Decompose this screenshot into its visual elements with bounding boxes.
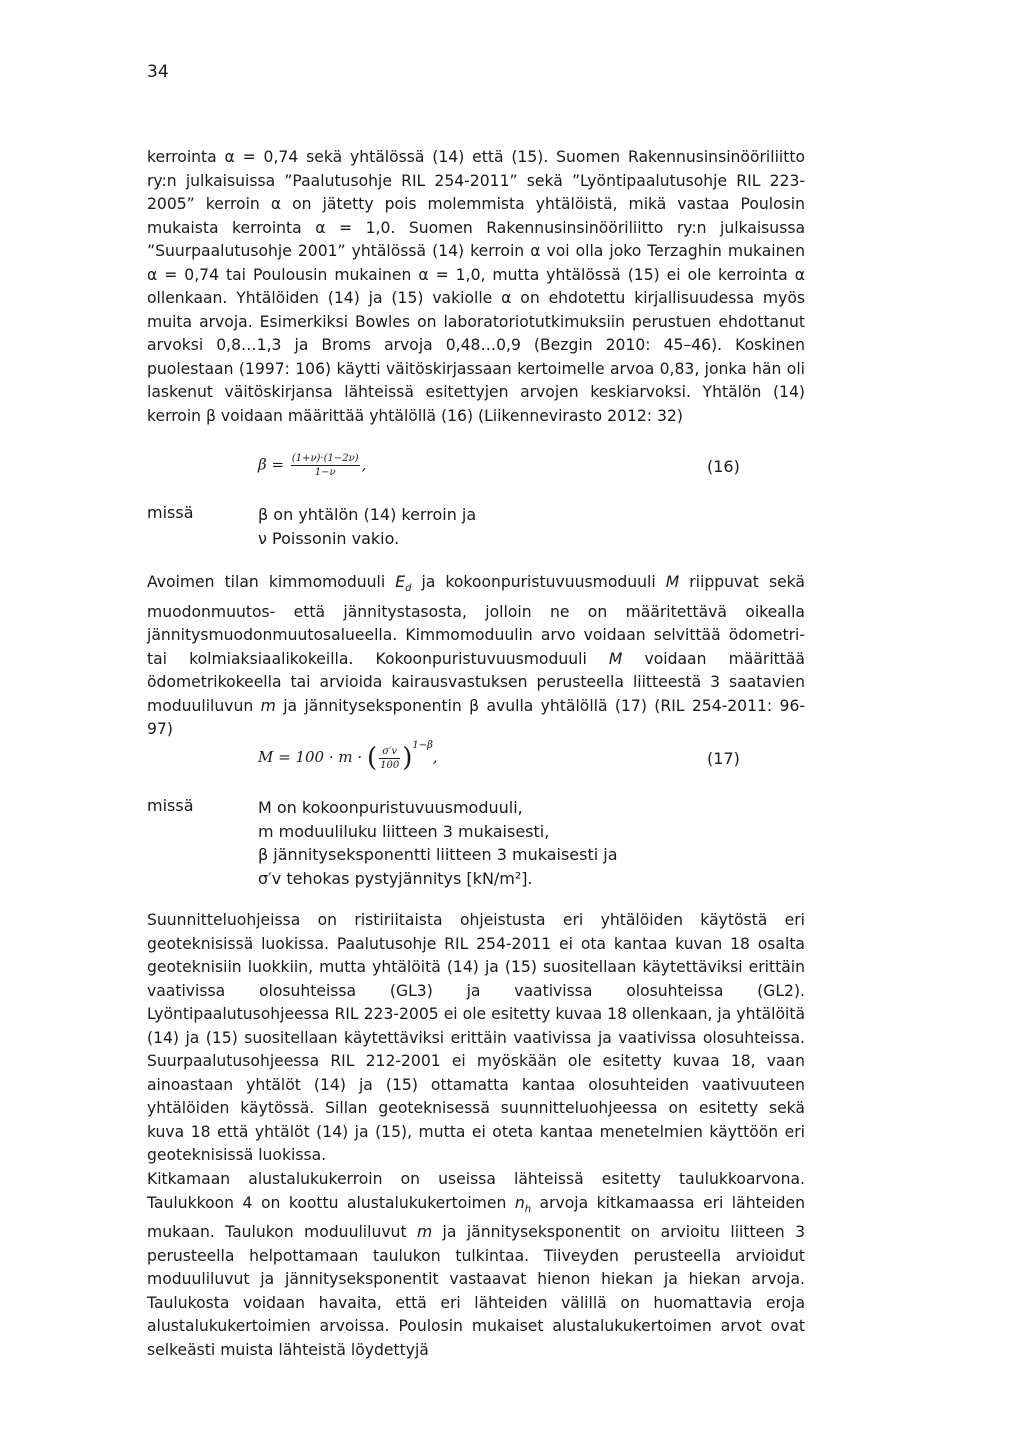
where-list-1 (258, 503, 476, 550)
paragraph-alpha-coefficient: kerrointa α = 0,74 sekä yhtälössä (14) että (15). Suomen Rakennusinsinööriliitto ry:n julkaisuissa ”Paalutusohje RIL 254-2011” sekä ”Lyöntipaalutusohje RIL 223-2005” kerroin α on jätetty pois molemmista yhtälöistä, mikä vastaa Poulosin mukaista kerrointa α = 1,0. Suomen Rakennusinsinööriliitto ry:n julkaisussa ”Suurpaalutusohje 2001” yhtälössä (14) kerroin α voi olla joko Terzaghin mukainen α = 0,74 tai Poulousin mukainen α = 1,0, mutta yhtälössä (15) ei ole kerrointa α ollenkaan. Yhtälöiden (14) ja (15) vakiolle α on ehdotettu kirjallisuudessa myös muita arvoja. Esimerkiksi Bowles on laboratoriotutkimuksiin perustuen ehdottanut arvoksi 0,8…1,3 ja Broms arvoja 0,48…0,9 (Bezgin 2010: 45–46). Koskinen puolestaan (1997: 106) käytti väitöskirjassaan kertoimelle arvoa 0,83, jonka hän oli laskenut väitöskirjansa lähteissä esitettyjen arvojen keskiarvoksi. Yhtälön (14) kerroin β voidaan määrittää yhtälöllä (16) (Liikennevirasto 2012: 32) (147, 148, 805, 425)
equation-16-lhs: β = (258, 455, 285, 474)
symbol-ed-sub: d (405, 583, 412, 595)
symbol-ed (395, 573, 412, 595)
equation-16-comma: , (361, 455, 367, 474)
symbol-nh-main: n (514, 1193, 525, 1212)
equation-17-number: (17) (707, 749, 740, 768)
equation-17-fraction (379, 745, 400, 772)
where-1-line: ν Poissonin vakio. (258, 528, 400, 548)
where-list-2 (258, 796, 618, 890)
equation-17-lhs: M = 100 · m · (258, 748, 363, 766)
paragraph-design-guidelines: Suunnitteluohjeissa on ristiriitaista ohjeistusta eri yhtälöiden käytöstä eri geoteknisissä luokissa. Paalutusohje RIL 254-2011 ei ota kantaa kuvan 18 osalta geoteknisiin luokkiin, mutta yhtälöitä (14) ja (15) suositellaan käytettäviksi erittäin vaativissa olosuhteissa (GL3) ja vaativissa olosuhteissa (GL2). Lyöntipaalutusohjeessa RIL 223-2005 ei ole esitetty kuvaa 18 ollenkaan, ja yhtälöitä (14) ja (15) suositellaan käytettäviksi erittäin vaativissa ja vaativissa olosuhteissa. Suurpaalutusohjeessa RIL 212-2001 ei myöskään ole esitetty kuvaa 18, vaan ainoastaan yhtälöt (14) ja (15) ottamatta kantaa olosuhteiden vaativuuteen yhtälöiden käytössä. Sillan geoteknisessä suunnitteluohjeessa on esitetty sekä kuva 18 että yhtälöt (14) ja (15), mutta ei oteta kantaa menetelmien käyttöön eri geoteknisissä luokissa. (147, 911, 805, 1164)
text-run: Avoimen tilan kimmomoduuli (147, 573, 396, 591)
paragraph-subgrade-coefficient (147, 1168, 805, 1362)
where-2-line: σ′v tehokas pystyjännitys [kN/m²]. (258, 868, 533, 888)
equation-17-comma: , (432, 748, 438, 766)
text-run: ja kokoonpuristuvuusmoduuli (411, 573, 666, 591)
symbol-m-small: m (260, 696, 276, 715)
text-run: voidaan määrittää ödometrikokeella tai arvioida kairausvastuksen perusteella liitteestä 3 saatavien moduuliluvun (147, 649, 805, 715)
equation-16 (258, 452, 366, 479)
text-run: ja jännityseksponentin β avulla yhtälöllä (17) (RIL 254-2011: 96-97) (147, 696, 806, 739)
where-1-line: β on yhtälön (14) kerroin ja (258, 505, 477, 524)
left-paren: ( (366, 743, 378, 773)
where-label-2: missä (147, 796, 194, 815)
equation-16-number: (16) (707, 457, 740, 476)
where-2-line: M on kokoonpuristuvuusmoduuli, (258, 798, 523, 817)
equation-16-fraction (291, 452, 360, 479)
text-run: arvoja kitkamaassa eri lähteiden mukaan. Taulukon moduuliluvut (147, 1193, 805, 1242)
symbol-m: M (608, 649, 623, 668)
symbol-nh (514, 1193, 532, 1215)
text-run: Kitkamaan alustalukukerroin on useissa lähteissä esitetty taulukkoarvona. Taulukkoon 4 on koottu alustalukukertoimen (147, 1170, 805, 1212)
right-paren: ) (402, 743, 413, 773)
equation-16-denominator: 1−ν (314, 467, 336, 478)
paragraph-modulus (147, 571, 805, 742)
symbol-nh-sub: h (524, 1203, 532, 1215)
symbol-m: M (665, 573, 680, 591)
equation-17-numerator: σ′v (379, 745, 400, 759)
equation-17-denominator: 100 (380, 759, 400, 771)
text-run: ja jännityseksponentit on arvioitu liitteen 3 perusteella helpottamaan taulukon tulkintaa. Tiiveyden perusteella arvioidut moduuliluvut ja jännityseksponentit vastaavat hienon hiekan ja hiekan arvoja. Taulukosta voidaan havaita, että eri lähteiden välillä on huomattavia eroja alustalukukertoimien arvoissa. Poulosin mukaiset alustalukukertoimen arvot ovat selkeästi muista lähteistä löydettyjä (147, 1223, 805, 1359)
where-label-1: missä (147, 503, 194, 522)
equation-17 (258, 740, 438, 773)
equation-17-exponent: 1−β (412, 740, 433, 751)
equation-16-numerator: (1+ν)·(1−2ν) (291, 453, 359, 464)
page-number: 34 (147, 62, 169, 82)
where-2-line: m moduuliluku liitteen 3 mukaisesti, (258, 821, 550, 841)
symbol-ed-main: E (395, 573, 406, 591)
symbol-m-small: m (416, 1223, 433, 1242)
text-run: riippuvat sekä muodonmuutos- että jännitystasosta, jolloin ne on määritettävä oikealla jännitysmuodonmuutosalueella. Kimmomoduulin arvo voidaan selvittää ödometri- tai kolmiaksiaalikokeilla. Kokoonpuristuvuusmoduuli (147, 573, 805, 668)
where-2-line: β jännityseksponentti liitteen 3 mukaisesti ja (258, 845, 618, 864)
